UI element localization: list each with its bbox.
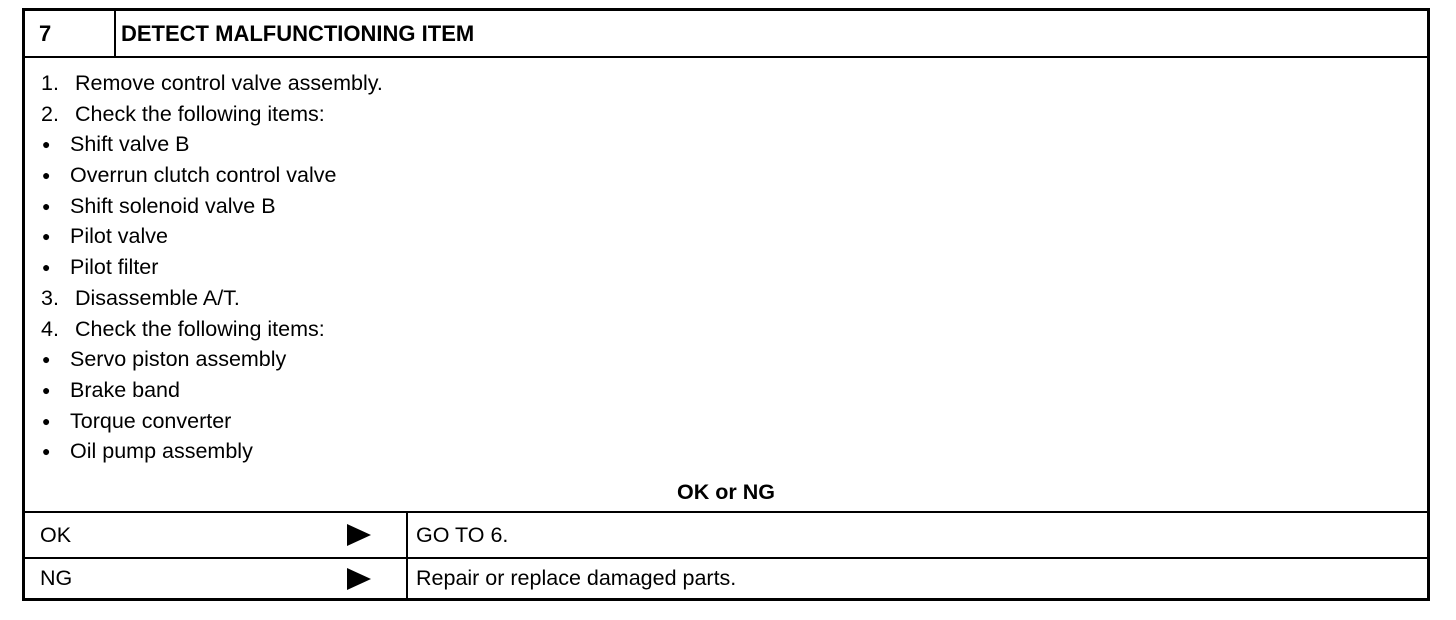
instruction-text: Remove control valve assembly. [75,71,383,95]
numbered-step [41,314,383,345]
outcome-action-ng: Repair or replace damaged parts. [416,566,737,590]
bullet-marker: ● [42,167,51,184]
bullet-marker: ● [42,228,51,245]
step-title: DETECT MALFUNCTIONING ITEM [121,21,475,46]
instruction-text: Overrun clutch control valve [70,163,337,188]
right-triangle-arrow-icon [347,568,371,590]
instruction-text: Servo piston assembly [70,347,287,372]
instruction-text: Shift valve B [70,132,190,157]
diagnostic-step-table [22,8,1430,601]
bullet-item [41,436,383,467]
bullet-marker: ● [42,443,51,460]
instruction-text: Shift solenoid valve B [70,193,276,218]
step-header [25,11,1427,58]
bullet-item [41,375,383,406]
outcome-action-ok: GO TO 6. [416,522,509,547]
instruction-text: Torque converter [70,408,232,433]
step-marker: 4. [41,316,59,341]
instruction-text: Check the following items: [75,316,325,341]
instruction-text: Pilot valve [70,224,168,249]
bullet-item [41,129,383,160]
step-number: 7 [25,11,116,56]
step-marker: 3. [41,285,59,310]
instruction-text: Disassemble A/T. [75,285,240,310]
bullet-marker: ● [42,412,51,429]
bullet-item [41,160,383,191]
numbered-step [41,283,383,314]
bullet-item [41,252,383,283]
outcome-label-ok: OK [40,522,72,547]
outcome-row-ng [25,559,1427,598]
outcome-label-ng: NG [40,566,73,590]
bullet-item [41,221,383,252]
instruction-text: Oil pump assembly [70,439,253,464]
bullet-item [41,344,383,375]
bullet-marker: ● [42,381,51,398]
bullet-item [41,191,383,222]
outcome-row-ok [25,513,1427,559]
instruction-text: Check the following items: [75,101,325,126]
row-divider [406,513,408,557]
bullet-marker: ● [42,136,51,153]
step-marker: 2. [41,101,59,126]
bullet-item [41,406,383,437]
row-divider [406,559,408,598]
bullet-marker: ● [42,351,51,368]
numbered-step [41,99,383,130]
instruction-text: Pilot filter [70,255,159,280]
bullet-marker: ● [42,197,51,214]
numbered-step [41,68,383,99]
result-heading: OK or NG [677,480,775,504]
step-body [25,58,1427,513]
instruction-text: Brake band [70,377,180,402]
instruction-list [41,68,383,467]
step-marker: 1. [41,71,59,95]
bullet-marker: ● [42,259,51,276]
right-triangle-arrow-icon [347,524,371,546]
